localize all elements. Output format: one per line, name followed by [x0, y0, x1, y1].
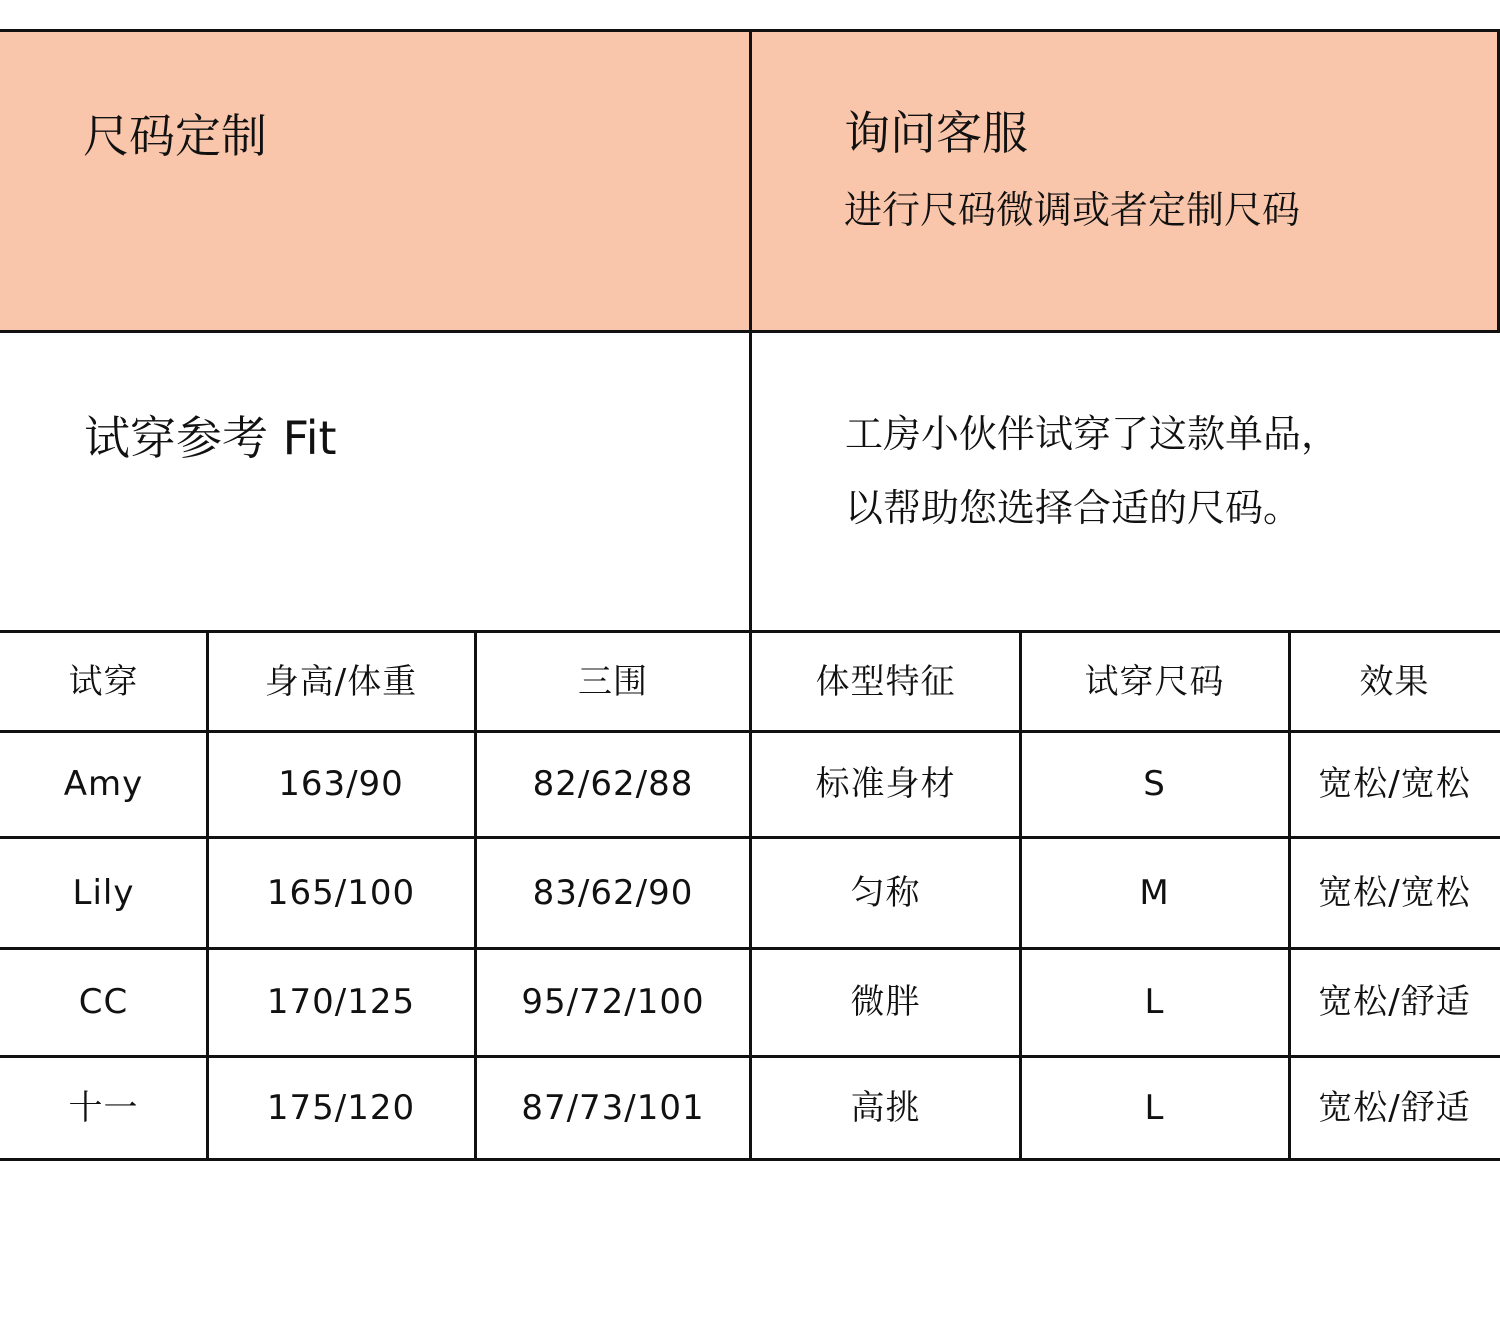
table-cell: 宽松/宽松: [1318, 764, 1471, 804]
fit-note-line: 以帮助您选择合适的尺码。: [845, 486, 1302, 530]
table-cell: 170/125: [266, 982, 416, 1022]
customer-service-subtitle: 进行尺码微调或者定制尺码: [844, 188, 1301, 232]
custom-size-panel: [0, 31, 751, 331]
table-cell: 宽松/舒适: [1318, 982, 1471, 1022]
table-header-cell: 三围: [578, 661, 648, 702]
table-cell: Amy: [63, 764, 144, 804]
table-cell: 82/62/88: [532, 764, 694, 804]
table-cell: 匀称: [850, 872, 921, 913]
table-cell: 163/90: [278, 764, 404, 804]
table-cell: 微胖: [850, 982, 921, 1022]
customer-service-title[interactable]: 询问客服: [844, 106, 1028, 160]
table-cell: CC: [78, 982, 129, 1022]
table-cell: 宽松/宽松: [1318, 872, 1471, 913]
fit-note-line: 工房小伙伴试穿了这款单品，: [845, 412, 1340, 456]
customer-service-panel[interactable]: [751, 31, 1500, 331]
fit-reference-title: 试穿参考 Fit: [84, 411, 337, 465]
table-cell: 175/120: [266, 1087, 416, 1128]
grid-line-col1: [206, 631, 209, 1161]
table-header-cell: 试穿尺码: [1084, 661, 1225, 702]
table-header-cell: 身高/体重: [264, 661, 418, 702]
fit-note-panel: [751, 331, 1500, 632]
grid-line-col4: [1019, 631, 1022, 1161]
table-cell: 87/73/101: [521, 1087, 705, 1128]
table-cell: 标准身材: [815, 764, 956, 804]
table-cell: S: [1143, 764, 1166, 804]
table-header-cell: 体型特征: [815, 661, 956, 702]
table-cell: 高挑: [850, 1087, 921, 1128]
table-cell: L: [1144, 1087, 1165, 1128]
table-cell: 宽松/舒适: [1318, 1087, 1471, 1128]
table-cell: L: [1144, 982, 1165, 1022]
table-cell: M: [1139, 872, 1170, 913]
custom-size-title: 尺码定制: [83, 109, 267, 163]
table-header-cell: 试穿: [68, 661, 139, 702]
grid-line-center: [749, 29, 752, 1161]
table-header-cell: 效果: [1359, 661, 1430, 702]
fit-reference-panel: [0, 331, 751, 632]
table-cell: 165/100: [266, 872, 416, 913]
table-cell: 83/62/90: [532, 872, 694, 913]
table-cell: Lily: [72, 872, 135, 913]
grid-line-col5: [1288, 631, 1291, 1161]
grid-line-col2: [474, 631, 477, 1161]
table-cell: 十一: [68, 1087, 139, 1128]
table-cell: 95/72/100: [521, 982, 705, 1022]
